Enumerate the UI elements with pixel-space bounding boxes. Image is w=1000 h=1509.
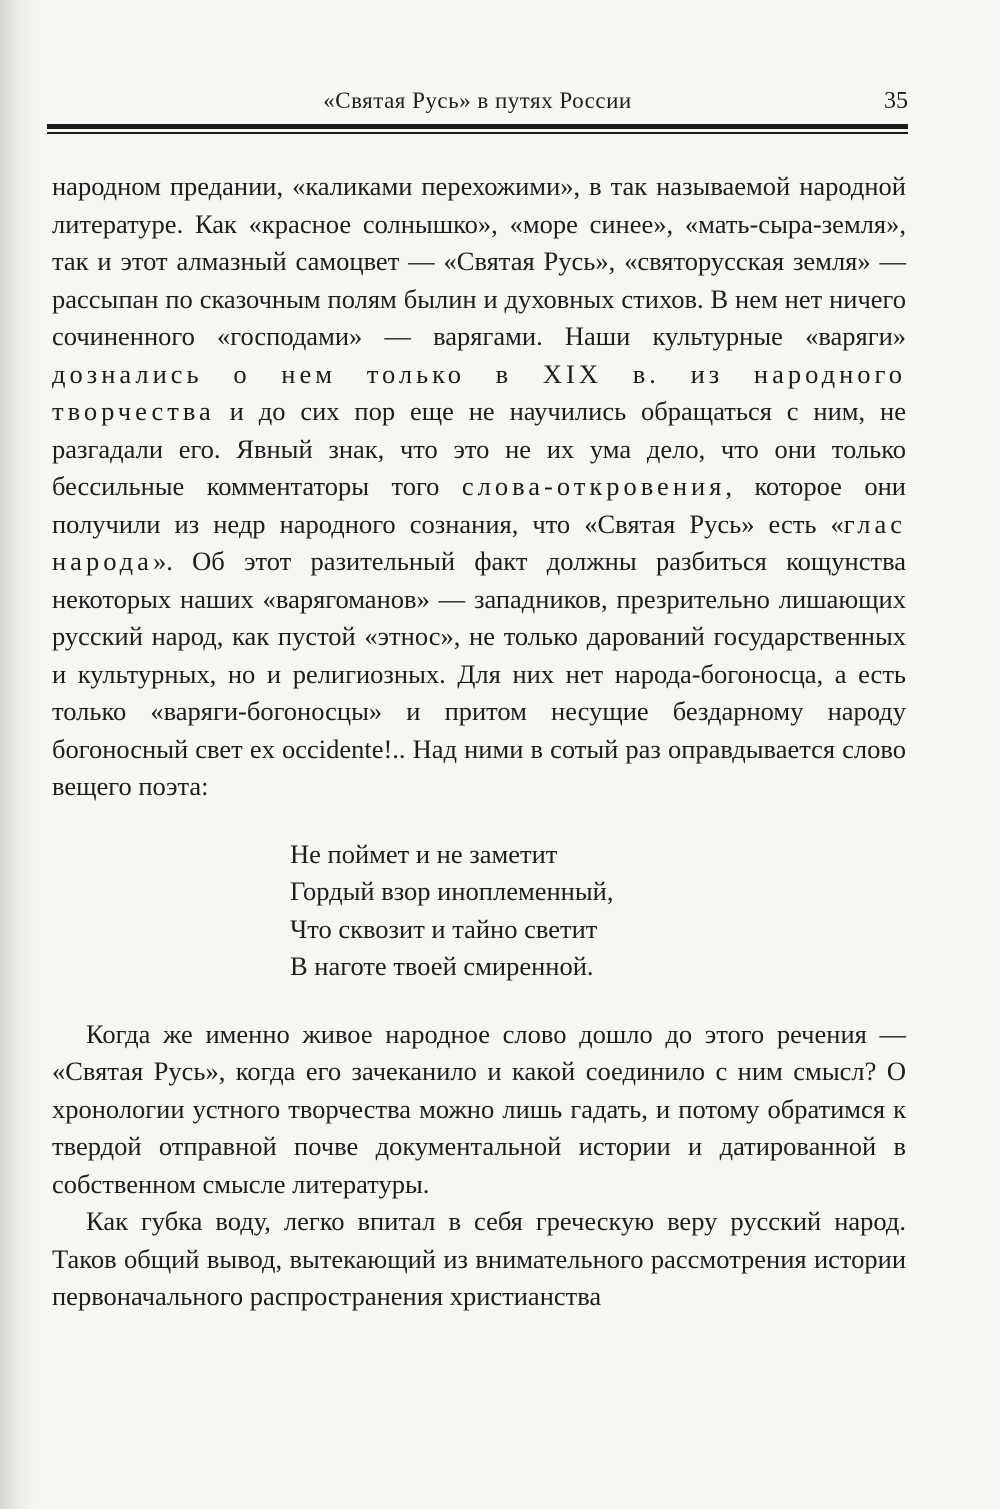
running-head: «Святая Русь» в путях России <box>323 88 632 113</box>
emphasis-spaced-1: дознались о нем только в XIX в. из народного творчества <box>52 358 906 426</box>
para1-part2: и до сих пор еще не научились обращаться с ним, не разгадали его. Явный знак, что это не их ума дело, что они только бессильные комментаторы того <box>52 396 906 501</box>
para1-part3: , которое они получили из недр народного сознания, что «Святая Русь» есть « <box>52 471 906 539</box>
page-header <box>47 88 908 124</box>
para1-part4: ». Об этот разительный факт должны разбиться кощунства некоторых наших «варягоманов» — западников, презрительно лишающих русский народ, как пустой «этнос», не только дарований государственных и культурных, но и религиозных. Для них нет народа-богоносца, а есть только «варяги-богоносцы» и притом несущие бездарному народу богоносный свет ex occidente!.. Над ними в сотый раз оправдывается слово вещего поэта: <box>52 546 906 801</box>
paragraph-2: Когда же именно живое народное слово дошло до этого речения — «Святая Русь», когда его зачеканило и какой соединило с ним смысл? О хронологии устного творчества можно лишь гадать, и потому обратимся к твердой отправной почве документальной истории и датированной в собственном смысле литературы. <box>52 1018 906 1199</box>
poem-quote <box>290 836 906 986</box>
header-rule-thin <box>47 132 908 134</box>
page-number: 35 <box>884 88 908 114</box>
emphasis-spaced-3: глас народа <box>52 508 906 576</box>
header-rule-thick <box>47 124 908 129</box>
emphasis-spaced-2: слова-откровения <box>461 471 726 501</box>
page-edge-shadow <box>0 0 34 1509</box>
paragraph-1 <box>52 168 906 806</box>
poem-line: Что сквозит и тайно светит <box>290 913 598 944</box>
para1-part1: народном предании, «каликами перехожими», в так называемой народной литературе. Как «красное солнышко», «море синее», «мать-сыра-земля», так и этот алмазный самоцвет — «Святая Русь», «святорусская земля» — рассыпан по сказочным полям былин и духовных стихов. В нем нет ничего сочиненного «господами» — варягами. Наши культурные «варяги» <box>52 171 906 351</box>
poem-line: В наготе твоей смиренной. <box>290 951 594 981</box>
poem-line: Гордый взор иноплеменный, <box>290 876 614 906</box>
body-text <box>52 168 906 1316</box>
paragraph-3: Как губка воду, легко впитал в себя греческую веру русский народ. Таков общий вывод, вытекающий из внимательного рассмотрения истории первоначального распространения христианства <box>52 1206 906 1311</box>
poem-line: Не поймет и не заметит <box>290 838 558 869</box>
